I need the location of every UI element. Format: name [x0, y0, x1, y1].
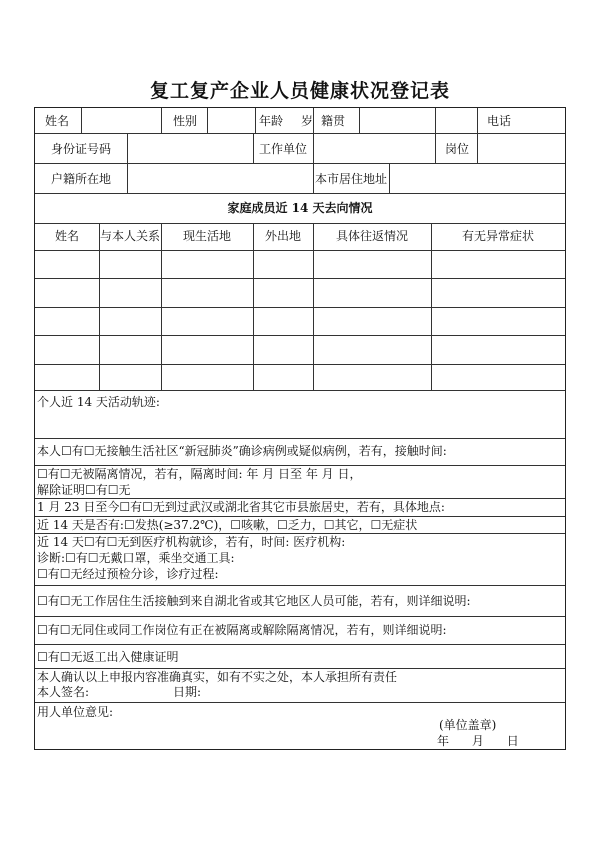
col-divider [253, 223, 254, 390]
row-divider [35, 616, 565, 617]
col-divider [313, 163, 314, 193]
col-divider [313, 223, 314, 390]
col-divider [431, 223, 432, 390]
age-label: 年龄 [259, 114, 284, 128]
col-divider [127, 133, 128, 163]
unit-seal-label: (单位盖章) [439, 718, 497, 732]
row-divider [35, 516, 565, 517]
signature-label: 本人签名: [37, 685, 90, 699]
row-divider [35, 193, 565, 194]
isolation-release-certificate: 解除证明☐有☐无 [37, 483, 131, 497]
col-divider [313, 133, 314, 163]
row-divider [35, 390, 565, 391]
row-divider [35, 335, 565, 336]
row-divider [35, 438, 565, 439]
col-divider [435, 108, 436, 163]
row-divider [35, 533, 565, 534]
activity-trace-label: 个人近 14 天活动轨迹: [37, 395, 160, 409]
col-divider [161, 108, 162, 133]
row-divider [35, 223, 565, 224]
isolation-question: ☐有☐无被隔离情况，若有，隔离时间: 年 月 日至 年 月 日， [37, 467, 362, 481]
medical-visit-question: 近 14 天☐有☐无到医疗机构就诊，若有，时间: 医疗机构: [37, 535, 346, 549]
opinion-date-fields: 年 月 日 [437, 734, 519, 748]
employer-opinion-label: 用人单位意见: [37, 705, 114, 719]
id-number-label: 身份证号码 [51, 142, 112, 156]
col-divider [313, 108, 314, 133]
col-divider [161, 223, 162, 390]
col-divider [127, 163, 128, 193]
family-header-destination: 外出地 [264, 229, 301, 243]
col-divider [253, 133, 254, 163]
row-divider [35, 702, 565, 703]
family-header-name: 姓名 [54, 229, 79, 243]
row-divider [35, 498, 565, 499]
col-divider [99, 223, 100, 390]
row-divider [35, 364, 565, 365]
gender-label: 性别 [173, 114, 198, 128]
row-divider [35, 644, 565, 645]
health-registration-form [34, 107, 566, 750]
family-header-symptoms: 有无异常症状 [461, 229, 534, 243]
col-divider [207, 108, 208, 133]
name-label: 姓名 [45, 114, 70, 128]
travel-history-question: 1 月 23 日至今☐有☐无到过武汉或湖北省其它市县旅居史，若有，具体地点: [37, 500, 445, 514]
row-divider [35, 465, 565, 466]
phone-label: 电话 [487, 114, 512, 128]
coworker-isolation-question: ☐有☐无同住或同工作岗位有正在被隔离或解除隔离情况，若有，则详细说明: [37, 623, 447, 637]
local-address-label: 本市居住地址 [315, 172, 388, 186]
col-divider [359, 108, 360, 133]
native-place-label: 籍贯 [321, 114, 346, 128]
row-divider [35, 278, 565, 279]
col-divider [255, 108, 256, 133]
triage-question: ☐有☐无经过预检分诊，诊疗过程: [37, 567, 219, 581]
row-divider [35, 668, 565, 669]
row-divider [35, 163, 565, 164]
declaration-text: 本人确认以上申报内容准确真实，如有不实之处，本人承担所有责任 [37, 670, 398, 684]
position-label: 岗位 [445, 142, 470, 156]
household-address-label: 户籍所在地 [51, 172, 112, 186]
family-header-travel-details: 具体往返情况 [335, 229, 408, 243]
hubei-contact-question: ☐有☐无工作居住生活接触到来自湖北省或其它地区人员可能，若有，则详细说明: [37, 594, 471, 608]
health-certificate-question: ☐有☐无返工出入健康证明 [37, 650, 179, 664]
col-divider [477, 108, 478, 163]
family-section-title: 家庭成员近 14 天去向情况 [227, 201, 373, 215]
row-divider [35, 307, 565, 308]
employer-label: 工作单位 [259, 142, 308, 156]
col-divider [389, 163, 390, 193]
signature-date-label: 日期: [173, 685, 202, 699]
row-divider [35, 133, 565, 134]
family-header-residence: 现生活地 [182, 229, 231, 243]
row-divider [35, 585, 565, 586]
diagnosis-question: 诊断:☐有☐无戴口罩，乘坐交通工具: [37, 551, 235, 565]
family-header-relation: 与本人关系 [99, 229, 160, 243]
row-divider [35, 250, 565, 251]
symptoms-question: 近 14 天是否有:☐发热(≥37.2℃)，☐咳嗽，☐乏力，☐其它，☐无症状 [37, 518, 418, 532]
contact-question: 本人☐有☐无接触生活社区“新冠肺炎”确诊病例或疑似病例，若有，接触时间: [37, 444, 447, 458]
age-unit-label: 岁 [301, 114, 314, 128]
form-title: 复工复产企业人员健康状况登记表 [149, 80, 450, 102]
col-divider [81, 108, 82, 133]
